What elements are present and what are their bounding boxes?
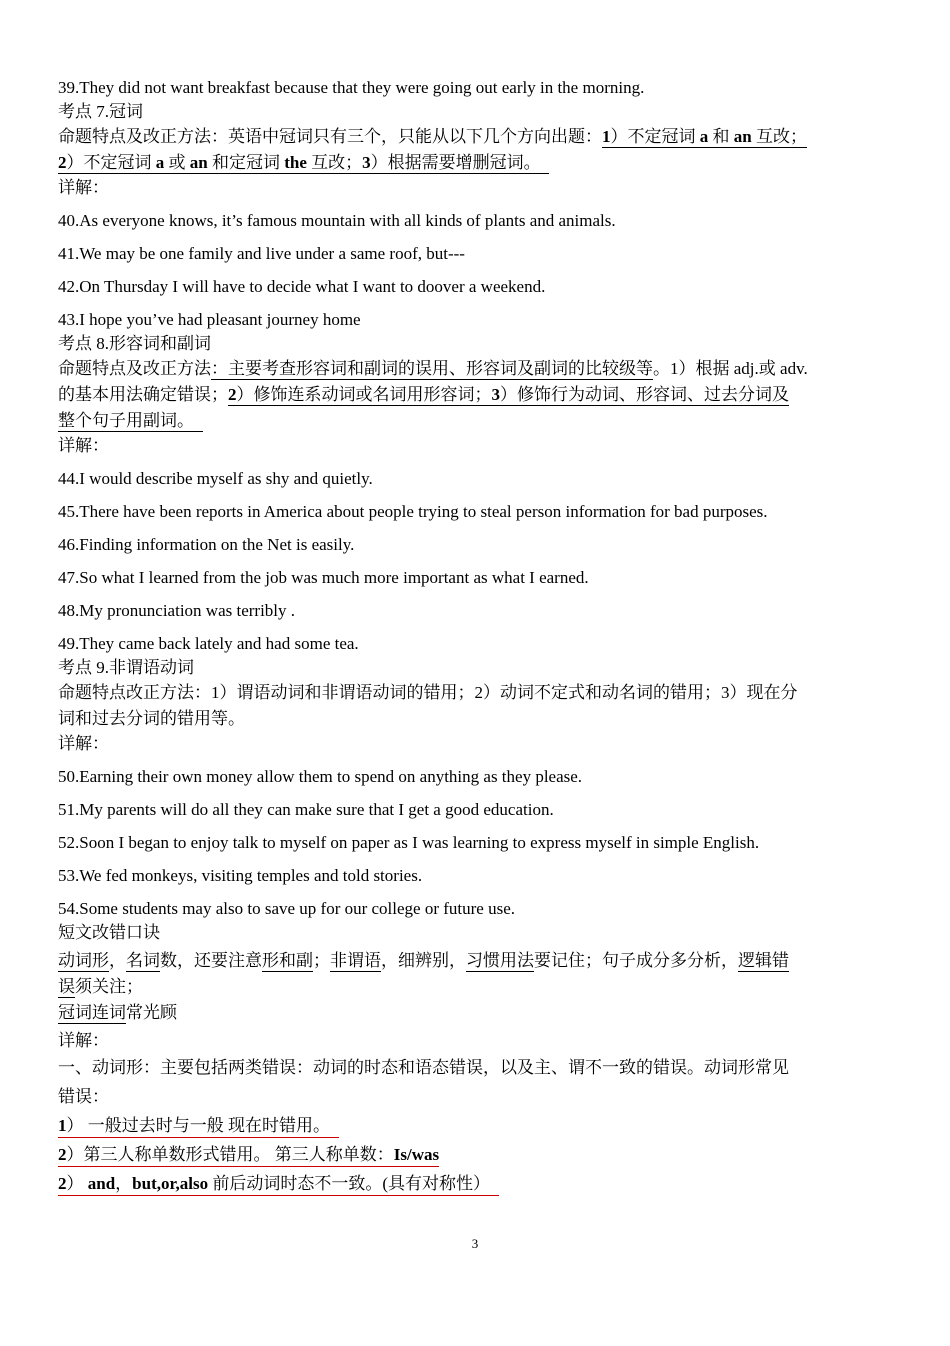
sentence-49: 49.They came back lately and had some tea. <box>58 634 359 653</box>
sentence-39: 39.They did not want breakfast because that they were going out early in the morning. <box>58 78 645 97</box>
sentence-48: 48.My pronunciation was terribly . <box>58 601 296 620</box>
section-8-title: 考点 8.形容词和副词 <box>58 334 211 353</box>
sentence-52: 52.Soon I began to enjoy talk to myself on paper as I was learning to express myself in simple English. <box>58 833 760 852</box>
sentence-46: 46.Finding information on the Net is easily. <box>58 535 355 554</box>
sentence-45: 45.There have been reports in America about people trying to steal person information for bad purposes. <box>58 502 768 521</box>
section-9-title: 考点 9.非谓语动词 <box>58 658 194 677</box>
mnemonic-text: 动词形，名词数，还要注意形和副；非谓语，细辨别，习惯用法要记住；句子成分多分析，逻辑错 误须关注； 冠词连词常光顾 <box>58 951 789 1022</box>
detail-label: 详解： <box>58 436 109 455</box>
sentence-44: 44.I would describe myself as shy and quietly. <box>58 469 373 488</box>
sentence-50: 50.Earning their own money allow them to spend on anything as they please. <box>58 767 583 786</box>
verb-form-errors: 1） 一般过去时与一般 现在时错用。 2）第三人称单数形式错用。 第三人称单数：Is/was 2） and，but,or,also 前后动词时态不一致。(具有对称性） <box>58 1111 894 1198</box>
page-number: 3 <box>471 1236 479 1251</box>
sentence-53: 53.We fed monkeys, visiting temples and told stories. <box>58 866 423 885</box>
section-9-description: 命题特点改正方法：1）谓语动词和非谓语动词的错用；2）动词不定式和动名词的错用；3）现在分 词和过去分词的错用等。 <box>58 683 798 728</box>
detail-label: 详解： <box>58 178 109 197</box>
sentence-54: 54.Some students may also to save up for our college or future use. <box>58 899 516 918</box>
sentence-51: 51.My parents will do all they can make sure that I get a good education. <box>58 800 554 819</box>
detail-label: 详解： <box>58 734 109 753</box>
sentence-47: 47.So what I learned from the job was much more important as what I earned. <box>58 568 589 587</box>
section-7-description: 命题特点及改正方法：英语中冠词只有三个，只能从以下几个方向出题：1）不定冠词 a 和 an 互改； 2）不定冠词 a 或 an 和定冠词 the 互改；3）根据需要增删冠词。 <box>58 127 807 172</box>
document-page <box>58 76 894 1198</box>
detail-label: 详解： <box>58 1031 109 1050</box>
verb-form-intro: 一、动词形：主要包括两类错误：动词的时态和语态错误，以及主、谓不一致的错误。动词形常见 错误： <box>58 1058 789 1106</box>
sentence-40: 40.As everyone knows, it’s famous mountain with all kinds of plants and animals. <box>58 211 616 230</box>
section-8-description: 命题特点及改正方法：主要考查形容词和副词的误用、形容词及副词的比较级等。1）根据 adj.或 adv. 的基本用法确定错误；2）修饰连系动词或名词用形容词；3）修饰行为动词、形容词、过去分词及 整个句子用副词。 <box>58 359 808 430</box>
sentence-43: 43.I hope you’ve had pleasant journey home <box>58 310 361 329</box>
sentence-41: 41.We may be one family and live under a same roof, but--- <box>58 244 465 263</box>
sentence-42: 42.On Thursday I will have to decide what I want to doover a weekend. <box>58 277 546 296</box>
section-7-title: 考点 7.冠词 <box>58 102 143 121</box>
mnemonic-title: 短文改错口诀 <box>58 923 160 942</box>
